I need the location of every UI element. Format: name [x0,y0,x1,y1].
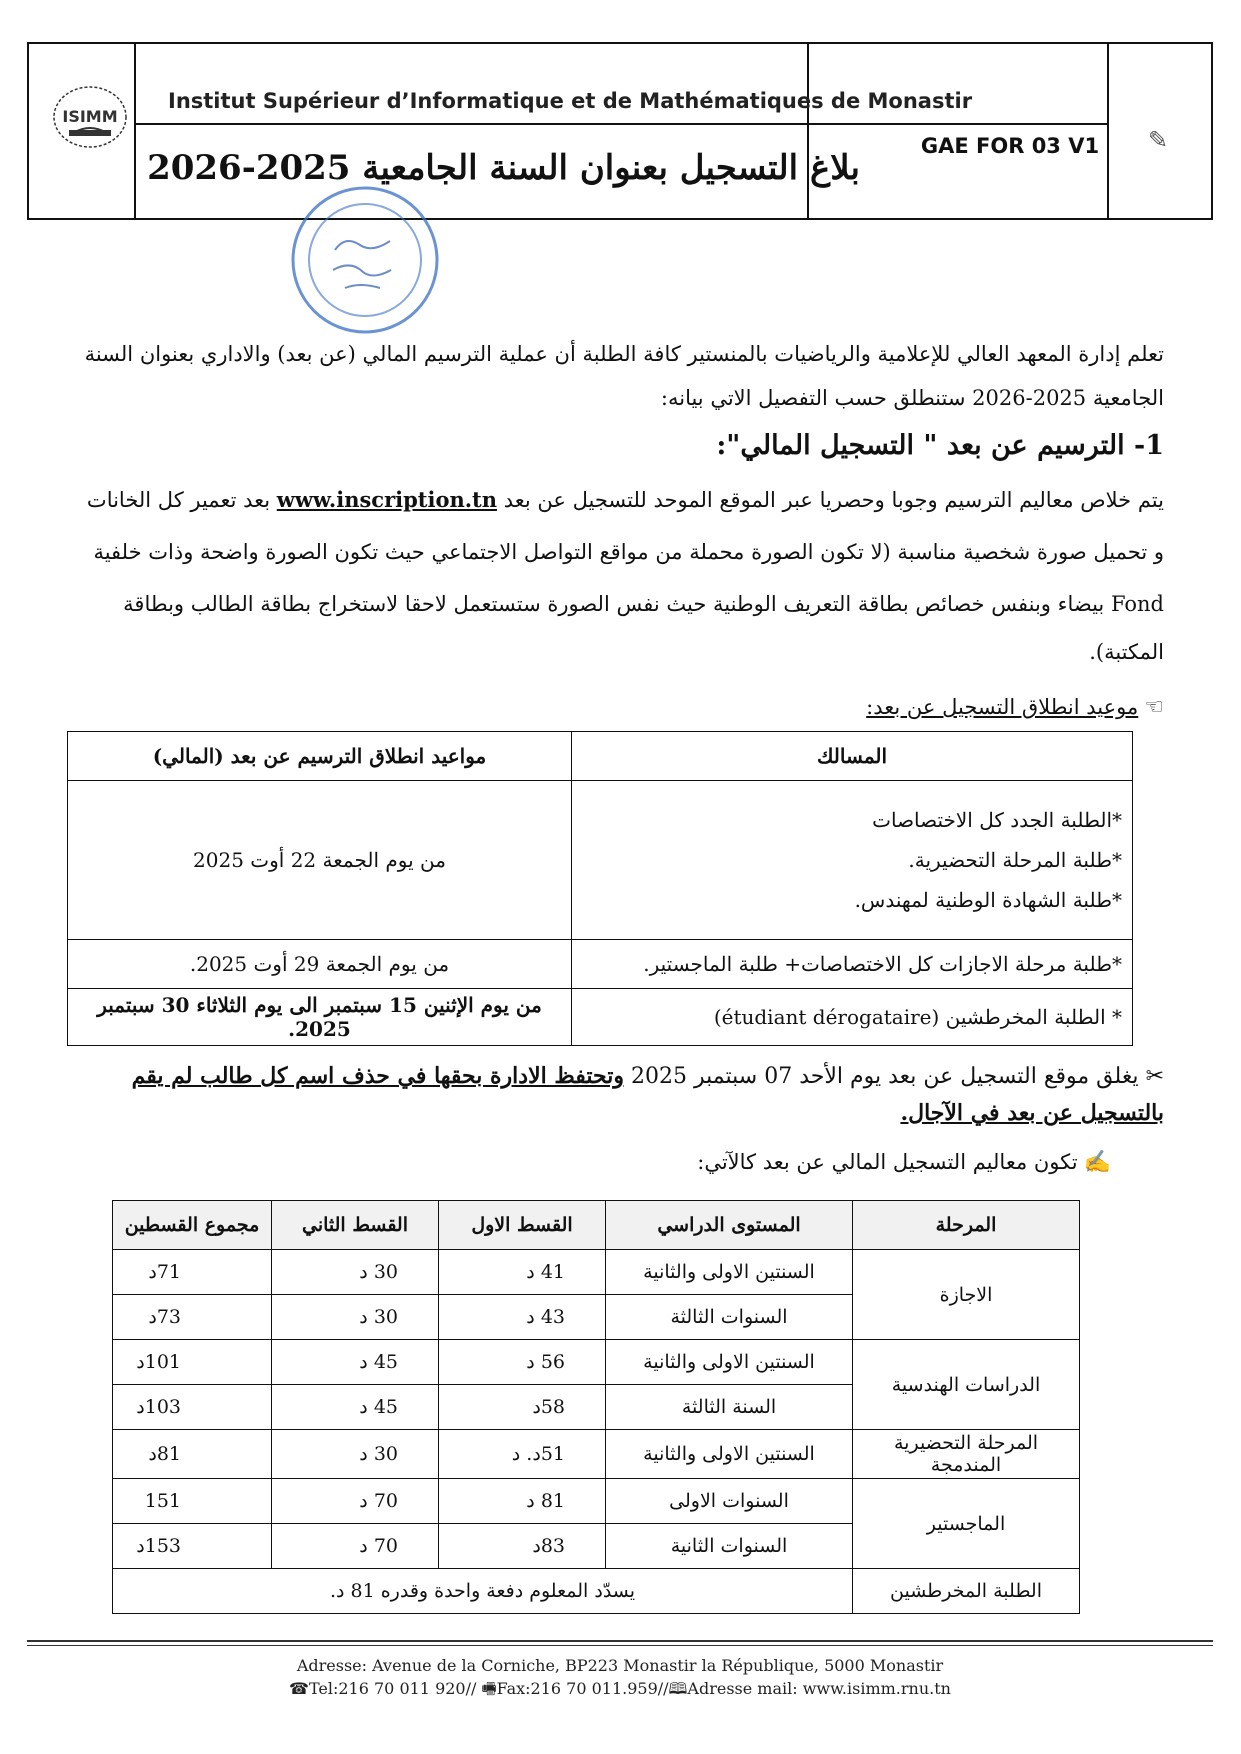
section-1-line-3: Fond بيضاء وبنفس خصائص بطاقة التعريف الوطنية حيث نفس الصورة ستستعمل لاحقا لاستخراج بطاقة الطالب وبطاقة [123,592,1164,616]
section-1-text-a: يتم خلاص معاليم الترسيم وجوبا وحصريا عبر الموقع الموحد للتسجيل عن بعد [503,488,1164,512]
header-divider [134,123,1107,125]
section-1-heading: 1- الترسيم عن بعد " التسجيل المالي": [716,430,1164,461]
pointing-hand-icon: ☜ [1144,695,1164,720]
installment-2-cell: 30 د [272,1295,439,1340]
footer-rule [27,1645,1213,1646]
installment-1-cell: 58د [439,1385,606,1430]
table-row [113,1479,1080,1524]
document-title: بلاغ التسجيل بعنوان السنة الجامعية 2025-2026 [147,148,860,188]
table-row [113,1340,1080,1385]
table-row [68,989,1133,1046]
header-divider [1107,44,1109,218]
installment-2-cell: 70 د [272,1524,439,1569]
installment-2-cell: 30 د [272,1250,439,1295]
form-code: GAE FOR 03 V1 [920,134,1100,158]
installment-2-cell: 45 د [272,1385,439,1430]
total-cell: 103د [113,1385,272,1430]
schedule-heading [866,695,1164,720]
track-item: *طلبة مرحلة الاجازات كل الاختصاصات+ طلبة الماجستير. [643,952,1122,976]
schedule-table [67,731,1133,1046]
start-date: من يوم الإثنين 15 سبتمبر الى يوم الثلاثاء 30 سبتمبر 2025. [68,989,572,1046]
installment-1-cell: 56 د [439,1340,606,1385]
fees-table-header [113,1201,1080,1250]
pen-icon: ✎ [1148,126,1169,154]
table-row [113,1430,1080,1479]
schedule-heading-text: موعيد انطلاق التسجيل عن بعد: [866,695,1139,719]
single-payment-note: يسدّد المعلوم دفعة واحدة وقدره 81 د. [113,1569,853,1614]
track-item: * الطلبة المخرطشين (étudiant dérogataire) [713,1005,1122,1029]
stage-cell: المرحلة التحضيرية المندمجة [853,1430,1080,1479]
start-date: من يوم الجمعة 22 أوت 2025 [68,781,572,940]
stage-cell: الطلبة المخرطشين [853,1569,1080,1614]
installment-1-cell: 83د [439,1524,606,1569]
table-row [68,940,1133,989]
col-tracks: المسالك [572,732,1133,781]
inscription-site-link[interactable]: www.inscription.tn [276,487,498,512]
intro-line-1: تعلم إدارة المعهد العالي للإعلامية والرياضيات بالمنستير كافة الطلبة أن عملية الترسيم المالي (عن بعد) والاداري بعنوان السنة [84,342,1164,366]
level-cell: السنتين الاولى والثانية [606,1250,853,1295]
level-cell: السنوات الثالثة [606,1295,853,1340]
total-cell: 153د [113,1524,272,1569]
level-cell: السنة الثالثة [606,1385,853,1430]
section-1-line-4: المكتبة). [1089,640,1164,664]
table-row [68,781,1133,940]
installment-1-cell: 81 د [439,1479,606,1524]
total-cell: 73د [113,1295,272,1340]
svg-text:ISIMM: ISIMM [62,107,118,126]
total-cell: 71د [113,1250,272,1295]
total-cell: 81د [113,1430,272,1479]
installment-2-cell: 45 د [272,1340,439,1385]
scissors-icon: ✂ [1145,1064,1164,1089]
level-cell: السنتين الاولى والثانية [606,1430,853,1479]
installment-2-cell: 70 د [272,1479,439,1524]
institute-name: Institut Supérieur d’Informatique et de Mathématiques de Monastir [168,89,973,113]
stage-cell: الاجازة [853,1250,1080,1340]
fees-heading [697,1150,1111,1175]
document-header [27,42,1213,220]
header-divider [807,44,809,218]
start-date: من يوم الجمعة 29 أوت 2025. [68,940,572,989]
footer-address: Adresse: Avenue de la Corniche, BP223 Monastir la République, 5000 Monastir [296,1656,944,1675]
total-cell: 151 [113,1479,272,1524]
section-1-line-2: و تحميل صورة شخصية مناسبة (لا تكون الصورة محملة من مواقع التواصل الاجتماعي حيث تكون الصورة واضحة وذات خلفية [93,540,1164,564]
closing-note-text-2: وتحتفظ الادارة بحقها في حذف اسم كل طالب لم يقم [131,1063,624,1089]
fees-heading-text: تكون معاليم التسجيل المالي عن بعد كالآتي: [697,1150,1078,1174]
intro-line-2: الجامعية 2025-2026 ستنطلق حسب التفصيل الاتي بيانه: [660,386,1164,410]
track-item: *الطلبة الجدد كل الاختصاصات [872,808,1122,832]
level-cell: السنوات الاولى [606,1479,853,1524]
closing-note [34,1052,1164,1101]
level-cell: السنوات الثانية [606,1524,853,1569]
footer-contact: ☎Tel:216 70 011 920// 🖷Fax:216 70 011.959//🕮Adresse mail: www.isimm.rnu.tn [289,1679,951,1698]
col-installment-2: القسط الثاني [272,1201,439,1250]
col-dates: مواعيد انطلاق الترسيم عن بعد (المالي) [68,732,572,781]
col-installment-1: القسط الاول [439,1201,606,1250]
section-1-line-1 [34,478,1164,522]
table-row [113,1250,1080,1295]
writing-hand-icon: ✍ [1083,1150,1111,1175]
closing-note-line-2: بالتسجيل عن بعد في الآجال. [900,1100,1164,1126]
col-stage: المرحلة [853,1201,1080,1250]
fees-table [112,1200,1080,1614]
installment-2-cell: 30 د [272,1430,439,1479]
installment-1-cell: 41 د [439,1250,606,1295]
track-item: *طلبة الشهادة الوطنية لمهندس. [854,888,1122,912]
installment-1-cell: 51د. د [439,1430,606,1479]
official-stamp [285,180,445,340]
table-row [113,1569,1080,1614]
col-level: المستوى الدراسي [606,1201,853,1250]
total-cell: 101د [113,1340,272,1385]
installment-1-cell: 43 د [439,1295,606,1340]
section-1-text-b: بعد تعمير كل الخانات [86,488,271,512]
col-total: مجموع القسطين [113,1201,272,1250]
stage-cell: الماجستير [853,1479,1080,1569]
schedule-table-header [68,732,1133,781]
closing-note-text-1: يغلق موقع التسجيل عن بعد يوم الأحد 07 سبتمبر 2025 [631,1064,1139,1089]
level-cell: السنتين الاولى والثانية [606,1340,853,1385]
stage-cell: الدراسات الهندسية [853,1340,1080,1430]
footer-rule [27,1640,1213,1642]
track-item: *طلبة المرحلة التحضيرية. [908,848,1122,872]
institute-logo [45,82,135,156]
